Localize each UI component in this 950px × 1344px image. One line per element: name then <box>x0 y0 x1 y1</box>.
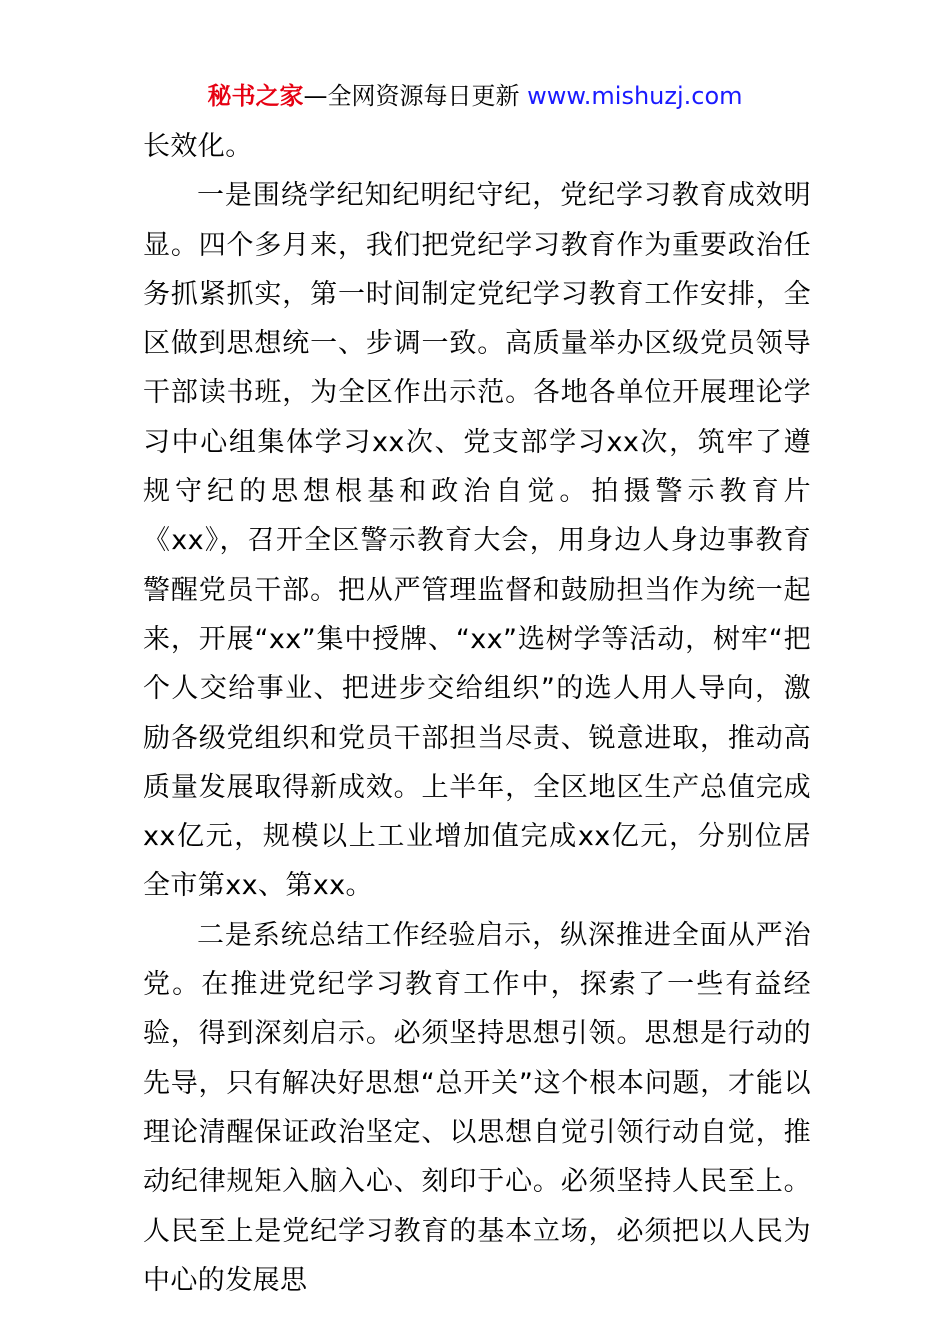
site-url-link[interactable]: www.mishuzj.com <box>527 82 743 110</box>
paragraph-point-one: 一是围绕学纪知纪明纪守纪，党纪学习教育成效明显。四个多月来，我们把党纪学习教育作为重要政治任务抓紧抓实，第一时间制定党纪学习教育工作安排，全区做到思想统一、步调一致。高质量举办区级党员领导干部读书班，为全区作出示范。各地各单位开展理论学习中心组集体学习xx次、党支部学习xx次，筑牢了遵规守纪的思想根基和政治自觉。拍摄警示教育片《xx》，召开全区警示教育大会，用身边人身边事教育警醒党员干部。把从严管理监督和鼓励担当作为统一起来，开展“xx”集中授牌、“xx”选树学等活动，树牢“把个人交给事业、把进步交给组织”的选人用人导向，激励各级党组织和党员干部担当尽责、锐意进取，推动高质量发展取得新成效。上半年，全区地区生产总值完成xx亿元，规模以上工业增加值完成xx亿元，分别位居全市第xx、第xx。 <box>143 180 811 902</box>
paragraph-point-two: 二是系统总结工作经验启示，纵深推进全面从严治党。在推进党纪学习教育工作中，探索了一些有益经验，得到深刻启示。必须坚持思想引领。思想是行动的先导，只有解决好思想“总开关”这个根本问题，才能以理论清醒保证政治坚定、以思想自觉引领行动自觉，推动纪律规矩入脑入心、刻印于心。必须坚持人民至上。人民至上是党纪学习教育的基本立场，必须把以人民为中心的发展思 <box>143 919 811 1296</box>
site-header <box>0 80 950 112</box>
header-tagline: —全网资源每日更新 <box>303 82 520 110</box>
document-body <box>143 122 811 1305</box>
paragraph-continuation: 长效化。 <box>143 131 253 162</box>
brand-name: 秘书之家 <box>207 82 304 110</box>
